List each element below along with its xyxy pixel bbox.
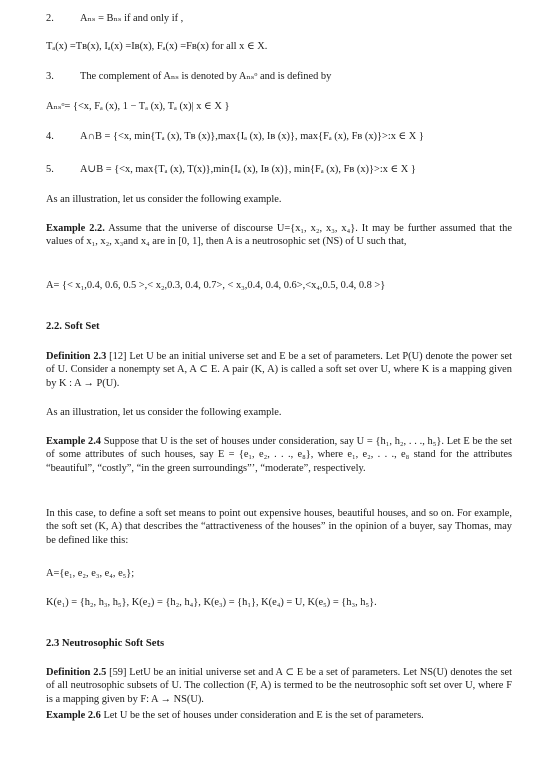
example-2-2 [46,222,512,249]
item-text: A∪B = {<x, max{Tₐ (x), T(x)},min{Iₐ (x), Iʙ (x)}, min{Fₐ (x), Fʙ (x)}>:x ∈ X } [80,164,416,175]
item-3 [46,70,512,83]
definition-label: Definition 2.5 [46,667,107,678]
example-text: Suppose that U is the set of houses under consideration, say U = {h₁, h₂, . . ., h₅}. Let E be the set of some attributes of such houses, say E = {e₁, e₂, . . ., e₈}, where e₁, e₂, . . ., e₈ stand for the attributes “beautiful”, “costly”, “in the green surroundings”’, “moderate”, respectively. [46,436,513,474]
section-heading-neutrosophic-soft-sets: 2.3 Neutrosophic Soft Sets [46,638,165,649]
item-number: 3. [46,71,54,82]
example-text: Assume that the universe of discourse U={x₁, x₂, x₃, x₄}. It may be further assumed that the values of x₁, x₂, x₃and x₄ are in [0, 1], then A is a neutrosophic set (NS) of U such that, [46,223,512,248]
example-label: Example 2.4 [46,436,102,447]
equality-condition: Tₐ(x) =Tʙ(x), Iₐ(x) =Iʙ(x), Fₐ(x) =Fʙ(x) for all x ∈ X. [46,41,268,52]
item-4 [46,130,512,143]
paragraph-soft-set-meaning: In this case, to define a soft set means to point out expensive houses, beautiful houses, and so on. For example, the soft set (K, A) that describes the “attractiveness of the houses” in the opinion of a buyer, say Thomas, may be defined like this: [46,508,512,546]
illustration-line: As an illustration, let us consider the following example. [46,194,282,205]
item-text: The complement of Aₙₛ is denoted by Aₙₛᵒ and is defined by [80,71,332,82]
definition-text: [59] LetU be an initial universe set and A ⊂ E be a set of parameters. Let NS(U) denotes the set of all neutrosophic subsets of U. The collection (F, A) is termed to be the neutrosophic soft set over U, where F is a mapping given by F: A → NS(U). [46,667,512,705]
example-label: Example 2.6 [46,710,101,721]
item-number: 2. [46,13,54,24]
example-2-6 [46,709,512,722]
example-label: Example 2.2. [46,223,105,234]
item-2 [46,12,512,25]
definition-2-5 [46,666,512,706]
parameter-set: A={e₁, e₂, e₃, e₄, e₅}; [46,568,135,579]
complement-formula: Aₙₛᵒ= {<x, Fₐ (x), 1 − Tₐ (x), Tₐ (x)| x ∈ X } [46,101,230,112]
item-text: Aₙₛ = Bₙₛ if and only if , [80,13,184,24]
item-number: 4. [46,131,54,142]
item-number: 5. [46,164,54,175]
section-heading-soft-set: 2.2. Soft Set [46,321,100,332]
item-text: A∩B = {<x, min{Tₐ (x), Tʙ (x)},max{Iₐ (x), Iʙ (x)}, max{Fₐ (x), Fʙ (x)}>:x ∈ X } [80,131,424,142]
definition-2-3 [46,350,512,390]
soft-set-mapping: K(e₁) = {h₂, h₃, h₅}, K(e₂) = {h₂, h₄}, K(e₃) = {h₁}, K(e₄) = U, K(e₅) = {h₃, h₅}. [46,597,377,608]
definition-label: Definition 2.3 [46,351,107,362]
definition-text: [12] Let U be an initial universe set and E be a set of parameters. Let P(U) denote the power set of U. Consider a nonempty set A, A ⊂ E. A pair (K, A) is called a soft set over U, where K is a mapping given by K : A → P(U). [46,351,512,389]
example-text: Let U be the set of houses under consideration and E is the set of parameters. [100,710,424,721]
example-2-4 [46,435,512,475]
item-5 [46,163,512,176]
neutrosophic-set-values: A= {< x₁,0.4, 0.6, 0.5 >,< x₂,0.3, 0.4, 0.7>, < x₃,0.4, 0.4, 0.6>,<x₄,0.5, 0.4, 0.8 >} [46,280,386,291]
illustration-line: As an illustration, let us consider the following example. [46,407,282,418]
